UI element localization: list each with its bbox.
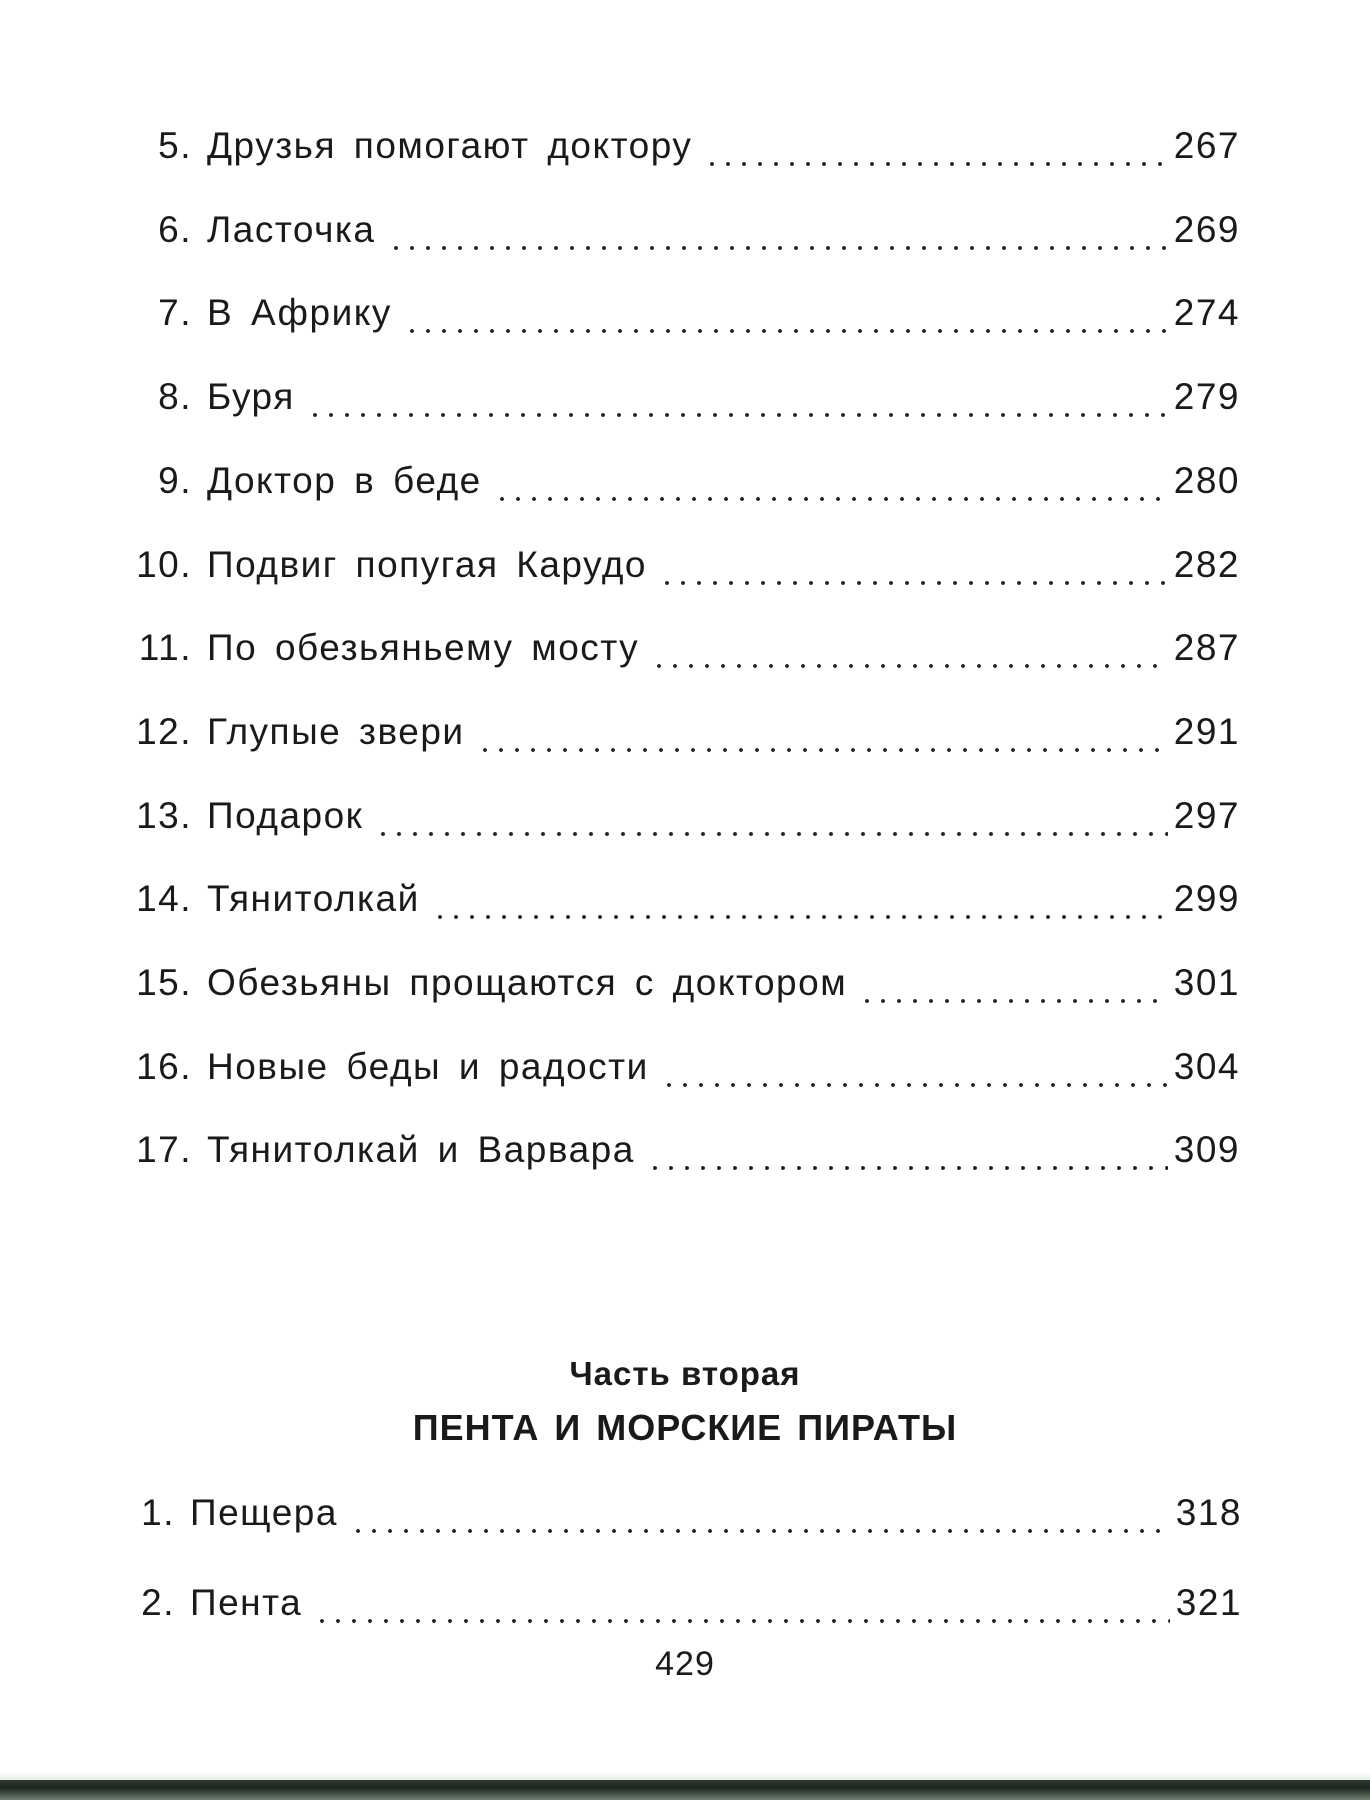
toc-entry-number: 8. <box>158 376 192 418</box>
toc-entry <box>120 795 1240 845</box>
toc-entry-title: Глупые звери <box>207 710 465 752</box>
dot-leader <box>375 829 1167 839</box>
toc-entry <box>120 1582 1242 1632</box>
dot-leader <box>350 1526 1170 1536</box>
toc-entry-page: 297 <box>1173 794 1240 836</box>
toc-entry-title: Буря <box>207 376 295 418</box>
toc-entry-title: Подвиг попугая Карудо <box>207 543 648 585</box>
toc-entry <box>120 544 1240 594</box>
dot-leader <box>659 578 1168 588</box>
dot-leader <box>494 494 1168 504</box>
toc-entry-number: 17. <box>136 1129 192 1171</box>
toc-entry <box>120 460 1240 510</box>
toc-entry <box>120 878 1240 928</box>
toc-entry-title: По обезьяньему мосту <box>207 627 640 669</box>
part-title: ПЕНТА И МОРСКИЕ ПИРАТЫ <box>412 1407 958 1448</box>
toc-entry-page: 299 <box>1173 878 1240 920</box>
scan-edge-highlight <box>0 1772 1370 1780</box>
toc-entry-page: 301 <box>1173 962 1240 1003</box>
toc-entry-title: Пента <box>190 1582 303 1623</box>
toc-entry <box>120 125 1240 175</box>
dot-leader <box>647 1163 1168 1173</box>
toc-entry <box>120 292 1240 342</box>
toc-entry-page: 279 <box>1173 376 1240 418</box>
toc-entry-number: 7. <box>158 292 192 334</box>
toc-entry-title: Тянитолкай и Варвара <box>207 1129 635 1171</box>
toc-entry-title: Доктор в беде <box>207 459 482 501</box>
scan-edge <box>0 1780 1370 1800</box>
toc-entry-number: 12. <box>136 710 192 752</box>
toc-entry-number: 10. <box>136 543 192 585</box>
dot-leader <box>432 912 1168 922</box>
toc-entry <box>120 376 1240 426</box>
toc-entry-number: 13. <box>136 794 192 836</box>
toc-entry-page: 267 <box>1173 125 1240 166</box>
toc-entry-title: Пещера <box>190 1492 338 1533</box>
toc-entry-number: 6. <box>158 208 192 250</box>
toc-entry-number: 16. <box>136 1045 192 1087</box>
page-number: 429 <box>655 1645 715 1683</box>
toc-entry-number: 2. <box>141 1582 175 1623</box>
toc-entry-page: 287 <box>1173 627 1240 669</box>
toc-entry <box>120 711 1240 761</box>
toc-entry <box>120 1492 1242 1542</box>
toc-entry-page: 321 <box>1175 1582 1242 1623</box>
dot-leader <box>314 1616 1170 1626</box>
toc-entry <box>120 1129 1240 1179</box>
toc-entry-title: Тянитолкай <box>207 878 420 920</box>
dot-leader <box>651 661 1168 671</box>
toc-entry-title: Подарок <box>207 794 364 836</box>
toc-entry-page: 280 <box>1173 459 1240 501</box>
toc-entry-title: Ласточка <box>207 208 376 250</box>
toc-entry-number: 9. <box>158 459 192 501</box>
dot-leader <box>388 243 1168 253</box>
toc-entry-number: 1. <box>141 1492 175 1533</box>
toc-entry-number: 15. <box>136 962 192 1003</box>
toc-entry-number: 11. <box>138 627 192 669</box>
toc-entry-page: 318 <box>1175 1492 1242 1533</box>
dot-leader <box>404 326 1168 336</box>
part-label: Часть вторая <box>569 1355 801 1392</box>
dot-leader <box>661 1080 1168 1090</box>
toc-entry <box>120 209 1240 259</box>
toc-entry-number: 14. <box>136 878 192 920</box>
toc-entry-title: В Африку <box>207 292 392 334</box>
toc-entry-page: 291 <box>1173 710 1240 752</box>
toc-entry-page: 309 <box>1173 1129 1240 1171</box>
dot-leader <box>859 996 1168 1006</box>
toc-entry-title: Друзья помогают доктору <box>207 125 693 166</box>
toc-entry <box>120 627 1240 677</box>
toc-entry-page: 269 <box>1173 208 1240 250</box>
toc-entry-title: Обезьяны прощаются с доктором <box>207 962 848 1003</box>
toc-entry <box>120 1046 1240 1096</box>
toc-entry-title: Новые беды и радости <box>207 1045 649 1087</box>
toc-entry-page: 304 <box>1173 1045 1240 1087</box>
toc-entry-number: 5. <box>158 125 192 166</box>
dot-leader <box>477 745 1168 755</box>
toc-entry <box>120 962 1240 1012</box>
toc-entry-page: 282 <box>1173 543 1240 585</box>
toc-entry-page: 274 <box>1173 292 1240 334</box>
dot-leader <box>307 410 1168 420</box>
dot-leader <box>704 159 1167 169</box>
